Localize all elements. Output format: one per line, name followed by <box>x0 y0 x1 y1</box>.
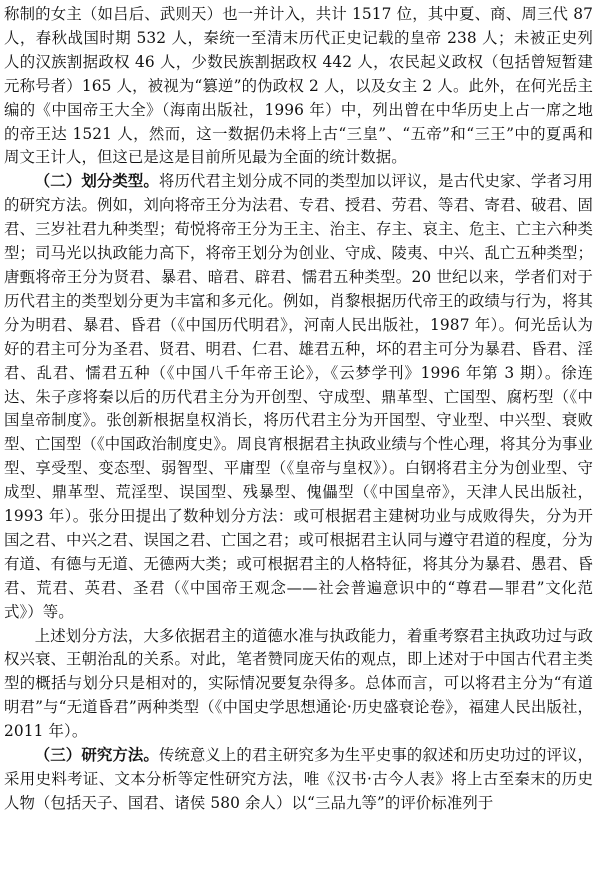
paragraph-text: 上述划分方法，大多依据君主的道德水准与执政能力，着重考察君主执政功过与政权兴衰、王朝治乱的关系。对此，笔者赞同庞天佑的观点，即上述对于中国古代君主类型的概括与划分只是相对的，实际情况要复杂得多。总体而言，可以将君主分为“有道明君”与“无道昏君”两种类型（《中国史学思想通论·历史盛衰论卷》，福建人民出版社，2011 年）。 <box>4 626 593 741</box>
paragraph-research-methods <box>4 744 593 816</box>
paragraph-ruler-statistics <box>4 3 593 170</box>
paragraph-classification-summary <box>4 625 593 745</box>
paragraph-type-classification <box>4 170 593 624</box>
section-heading-classification: （二）划分类型。 <box>34 172 159 191</box>
section-heading-methods: （三）研究方法。 <box>34 746 159 765</box>
paragraph-text: 传统意义上的君主研究多为生平史事的叙述和历史功过的评议，采用史料考证、文本分析等定性研究方法，唯《汉书·古今人表》将上古至秦末的历史人物（包括天子、国君、诸侯 580 余人）以“三品九等”的评价标准列于 <box>4 746 593 812</box>
paragraph-text: 将历代君主划分成不同的类型加以评议，是古代史家、学者习用的研究方法。例如，刘向将帝王分为法君、专君、授君、劳君、等君、寄君、破君、固君、三岁社君九种类型；荀悦将帝王分为王主、治主、存主、哀主、危主、亡主六种类型；司马光以执政能力高下，将帝王划分为创业、守成、陵夷、中兴、乱亡五种类型；唐甄将帝王分为贤君、暴君、暗君、辟君、懦君五种类型。20 世纪以来，学者们对于历代君主的类型划分更为丰富和多元化。例如，肖黎根据历代帝王的政绩与行为，将其分为明君、暴君、昏君（《中国历代明君》，河南人民出版社，1987 年）。何光岳认为好的君主可分为圣君、贤君、明君、仁君、雄君五种，坏的君主可分为暴君、昏君、淫君、乱君、懦君五种（《中国八千年帝王论》，《云梦学刊》1996 年第 3 期）。徐连达、朱子彦将秦以后的历代君主分为开创型、守成型、鼎革型、亡国型、腐朽型（《中国皇帝制度》。张创新根据皇权消长，将历代君主分为开国型、守业型、中兴型、衰败型、亡国型（《中国政治制度史》。周良宵根据君主执政业绩与个性心理，将其分为事业型、享受型、变态型、弱智型、平庸型（《皇帝与皇权》）。白钢将君主分为创业型、守成型、鼎革型、荒淫型、误国型、残暴型、傀儡型（《中国皇帝》，天津人民出版社，1993 年）。张分田提出了数种划分方法：或可根据君主建树功业与成败得失，分为开国之君、中兴之君、误国之君、亡国之君；或可根据君主认同与遵守君道的程度，分为有道、有德与无道、无德两大类；或可根据君主的人格特征，将其分为暴君、愚君、昏君、荒君、英君、圣君（《中国帝王观念——社会普遍意识中的“尊君—罪君”文化范式》）等。 <box>4 172 593 621</box>
paragraph-text: 称制的女主（如吕后、武则天）也一并计入，共计 1517 位，其中夏、商、周三代 87 人，春秋战国时期 532 人，秦统一至清末历代正史记载的皇帝 238 人；未被正史列人的汉族割据政权 46 人，少数民族割据政权 442 人，农民起义政权（包括曾短暂建元称号者）165 人，被视为“篡逆”的伪政权 2 人，以及女主 2 人。此外，在何光岳主编的《中国帝王大全》（海南出版社，1996 年）中，列出曾在中华历史上占一席之地的帝王达 1521 人，然而，这一数据仍未将上古“三皇”、“五帝”和“三王”中的夏禹和周文王计人，但这已是这是目前所见最为全面的统计数据。 <box>4 5 593 167</box>
